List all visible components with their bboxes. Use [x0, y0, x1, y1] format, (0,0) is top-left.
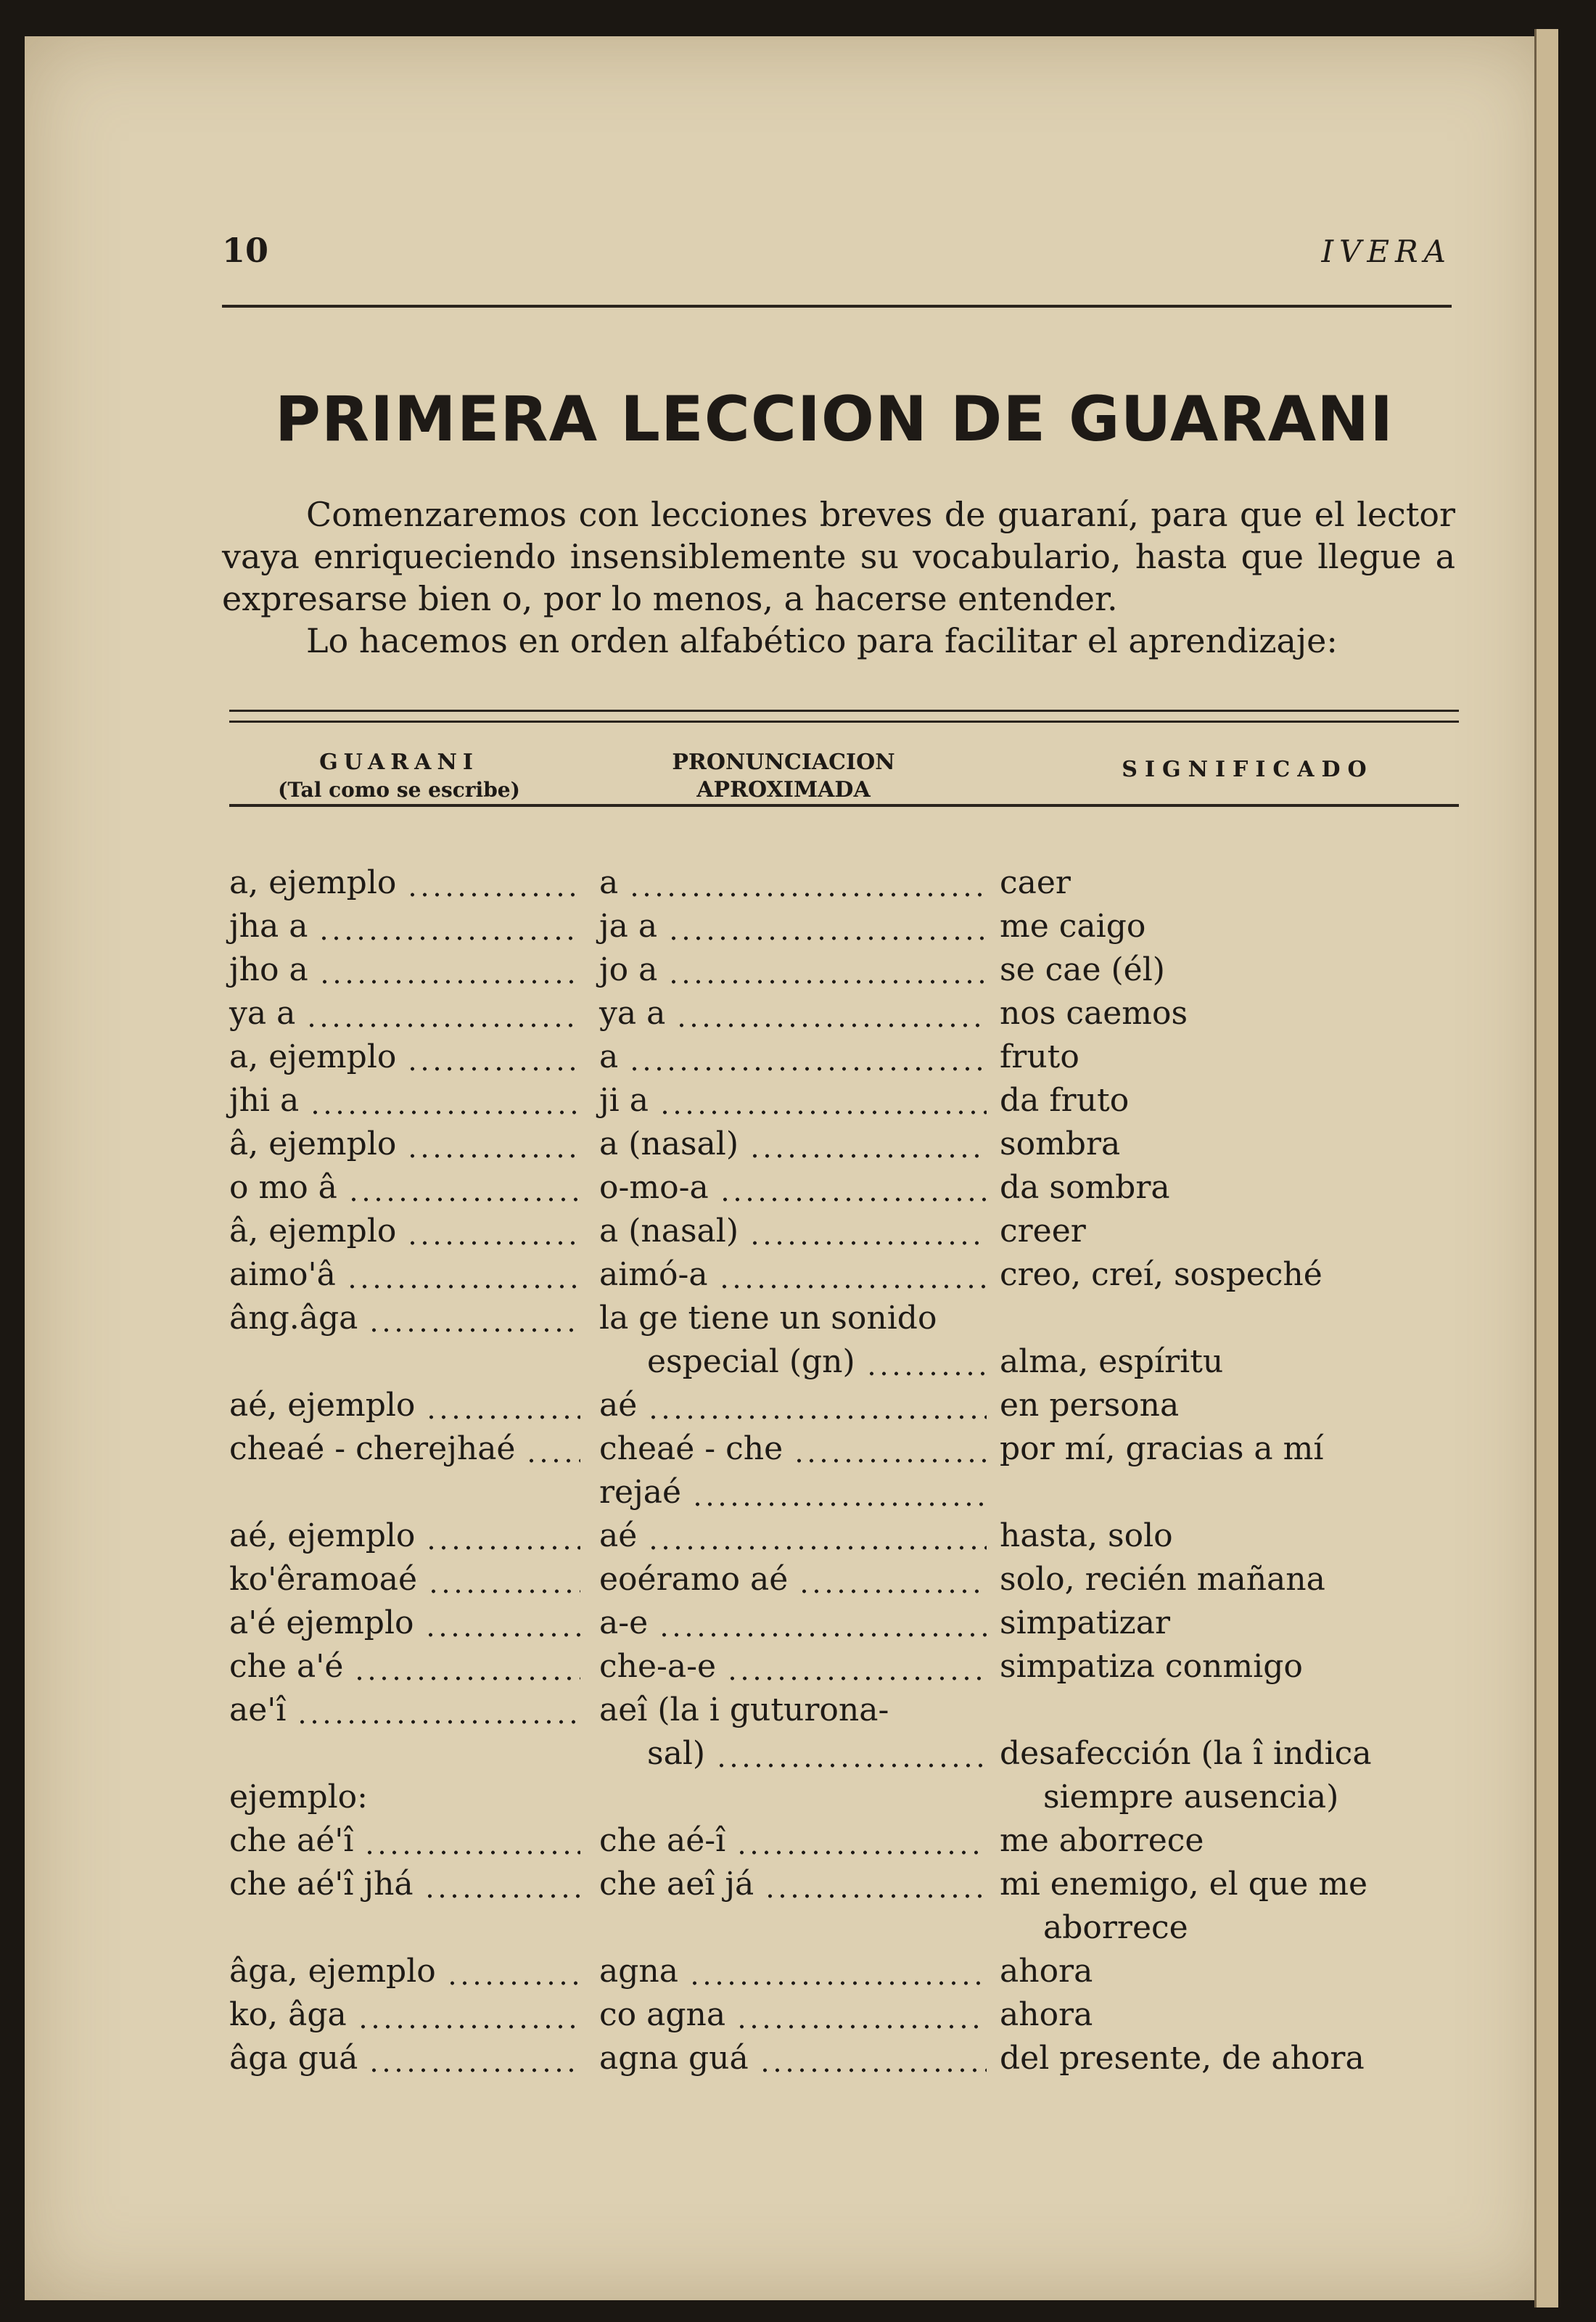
dot-leader [764, 1863, 987, 1905]
guarani-word: jhi a [229, 1082, 300, 1119]
guarani-word: ko'êramoaé [229, 1561, 418, 1598]
dot-leader [667, 949, 987, 991]
dot-leader [749, 1123, 987, 1165]
pronunciation: co agna [599, 1996, 726, 2033]
guarani-word: aimo'â [229, 1256, 336, 1293]
meaning: mi enemigo, el que me [1000, 1866, 1368, 1903]
pronunciation: a [599, 1038, 619, 1075]
table-row [0, 1254, 1596, 1297]
dot-leader [424, 1602, 580, 1644]
meaning: me caigo [1000, 908, 1146, 945]
pronunciation: ja a [599, 908, 658, 945]
table-row [0, 862, 1596, 906]
table-row [0, 1297, 1596, 1341]
meaning: nos caemos [1000, 995, 1188, 1032]
guarani-word: aé, ejemplo [229, 1517, 416, 1554]
dot-leader [424, 1863, 580, 1905]
meaning: se cae (él) [1000, 951, 1165, 988]
dot-leader [425, 1515, 580, 1557]
table-row [0, 1428, 1596, 1472]
meaning: creo, creí, sospeché [1000, 1256, 1323, 1293]
pronunciation: che-a-e [599, 1648, 717, 1685]
dot-leader [658, 1602, 987, 1644]
dot-leader [659, 1080, 987, 1122]
pronunciation: aeî (la i guturona- [599, 1691, 889, 1728]
guarani-word: a, ejemplo [229, 1038, 397, 1075]
pronunciation: che aé-î [599, 1822, 726, 1859]
meaning: solo, recién mañana [1000, 1561, 1325, 1598]
dot-leader [318, 906, 580, 948]
intro-paragraph: Lo hacemos en orden alfabético para facilitar el aprendizaje: [306, 621, 1338, 660]
table-row [0, 1384, 1596, 1428]
dot-leader [406, 862, 580, 904]
dot-leader [749, 1210, 987, 1252]
column-header-guarani-label: GUARANI [319, 750, 479, 775]
pronunciation: o-mo-a [599, 1169, 709, 1206]
guarani-word: o mo â [229, 1169, 337, 1206]
dot-leader [406, 1123, 580, 1165]
guarani-word: che aé'î jhá [229, 1866, 414, 1903]
dot-leader [347, 1167, 580, 1209]
meaning: simpatizar [1000, 1604, 1170, 1641]
meaning: alma, espíritu [1000, 1343, 1224, 1380]
meaning: sombra [1000, 1125, 1121, 1162]
meaning: da sombra [1000, 1169, 1170, 1206]
guarani-word: aé, ejemplo [229, 1387, 416, 1424]
dot-leader [718, 1254, 987, 1296]
table-row [0, 906, 1596, 949]
table-row [0, 1994, 1596, 2038]
meaning: siempre ausencia) [1043, 1779, 1339, 1816]
table-row [0, 1689, 1596, 1733]
dot-leader [309, 1080, 580, 1122]
dot-leader [628, 862, 987, 904]
guarani-word: che aé'î [229, 1822, 354, 1859]
meaning: fruto [1000, 1038, 1079, 1075]
pronunciation: a-e [599, 1604, 649, 1641]
pronunciation: especial (gn) [647, 1343, 855, 1380]
dot-leader [427, 1559, 580, 1601]
dot-leader [647, 1515, 987, 1557]
dot-leader [647, 1384, 987, 1427]
meaning: ahora [1000, 1996, 1093, 2033]
dot-leader [346, 1254, 580, 1296]
dot-leader [446, 1950, 580, 1993]
table-row [0, 1907, 1596, 1950]
table-row [0, 1123, 1596, 1167]
guarani-word: ejemplo: [229, 1779, 368, 1816]
dot-leader [675, 993, 987, 1035]
dot-leader [798, 1559, 987, 1601]
guarani-word: ae'î [229, 1691, 287, 1728]
dot-leader [793, 1428, 987, 1470]
dot-leader [715, 1733, 987, 1775]
meaning: desafección (la î indica [1000, 1735, 1372, 1772]
pronunciation: rejaé [599, 1474, 681, 1511]
dot-leader [726, 1646, 987, 1688]
table-row [0, 1515, 1596, 1559]
guarani-word: cheaé - cherejhaé [229, 1430, 516, 1467]
pronunciation: che aeî já [599, 1866, 754, 1903]
dot-leader [353, 1646, 580, 1688]
guarani-word: â, ejemplo [229, 1213, 397, 1250]
table-row [0, 1559, 1596, 1602]
dot-leader [406, 1210, 580, 1252]
meaning: me aborrece [1000, 1822, 1204, 1859]
meaning: simpatiza conmigo [1000, 1648, 1303, 1685]
page-number: 10 [222, 231, 269, 270]
dot-leader [719, 1167, 987, 1209]
pronunciation: aé [599, 1517, 638, 1554]
table-row [0, 1776, 1596, 1820]
meaning: hasta, solo [1000, 1517, 1173, 1554]
lesson-title: PRIMERA LECCION DE GUARANI [274, 383, 1394, 456]
dot-leader [363, 1820, 580, 1862]
pronunciation: cheaé - che [599, 1430, 783, 1467]
pronunciation: agna [599, 1953, 678, 1990]
dot-leader [667, 906, 987, 948]
dot-leader [357, 1994, 580, 2036]
table-row [0, 1863, 1596, 1907]
guarani-word: che a'é [229, 1648, 344, 1685]
table-row [0, 1472, 1596, 1515]
pronunciation: agna guá [599, 2040, 749, 2077]
table-row [0, 2038, 1596, 2081]
pronunciation: ji a [599, 1082, 649, 1119]
dot-leader [525, 1428, 580, 1470]
pronunciation: jo a [599, 951, 658, 988]
meaning: caer [1000, 864, 1071, 901]
guarani-word: âga, ejemplo [229, 1953, 436, 1990]
pronunciation: sal) [647, 1735, 706, 1772]
guarani-word: âng.âga [229, 1300, 358, 1337]
journal-name: IVERA [1321, 234, 1452, 269]
intro-paragraph: Comenzaremos con lecciones breves de guaraní, para que el lector vaya enriqueciendo insensiblemente su vocabulario, hasta que llegue a expresarse bien o, por lo menos, a hacerse entender. [222, 495, 1455, 618]
column-header-guarani-note: (Tal como se escribe) [278, 778, 520, 802]
guarani-word: a, ejemplo [229, 864, 397, 901]
table-row [0, 1950, 1596, 1994]
table-row [0, 993, 1596, 1036]
pronunciation: a (nasal) [599, 1125, 739, 1162]
table-row [0, 1080, 1596, 1123]
meaning: en persona [1000, 1387, 1180, 1424]
dot-leader [865, 1341, 987, 1383]
dot-leader [368, 2038, 580, 2080]
guarani-word: ya a [229, 995, 296, 1032]
guarani-word: âga guá [229, 2040, 358, 2077]
guarani-word: jho a [229, 951, 308, 988]
table-row [0, 1646, 1596, 1689]
guarani-word: â, ejemplo [229, 1125, 397, 1162]
meaning: por mí, gracias a mí [1000, 1430, 1324, 1467]
meaning: da fruto [1000, 1082, 1130, 1119]
meaning: del presente, de ahora [1000, 2040, 1365, 2077]
meaning: ahora [1000, 1953, 1093, 1990]
dot-leader [368, 1297, 580, 1340]
table-row [0, 1820, 1596, 1863]
pronunciation: a [599, 864, 619, 901]
column-header-meaning-label: SIGNIFICADO [1122, 757, 1374, 782]
pronunciation: la ge tiene un sonido [599, 1300, 937, 1337]
guarani-word: jha a [229, 908, 308, 945]
table-row [0, 1210, 1596, 1254]
dot-leader [759, 2038, 987, 2080]
table-row [0, 1733, 1596, 1776]
dot-leader [691, 1472, 987, 1514]
dot-leader [628, 1036, 987, 1078]
table-row [0, 949, 1596, 993]
dot-leader [736, 1994, 987, 2036]
meaning: aborrece [1043, 1909, 1188, 1946]
dot-leader [688, 1950, 987, 1993]
dot-leader [305, 993, 580, 1035]
dot-leader [425, 1384, 580, 1427]
table-row [0, 1341, 1596, 1384]
dot-leader [318, 949, 580, 991]
table-row [0, 1602, 1596, 1646]
pronunciation: a (nasal) [599, 1213, 739, 1250]
column-header-pronunciation-line1: PRONUNCIACION [672, 750, 895, 775]
dot-leader [406, 1036, 580, 1078]
pronunciation: ya a [599, 995, 666, 1032]
pronunciation: eoéramo aé [599, 1561, 789, 1598]
dot-leader [736, 1820, 987, 1862]
pronunciation: aé [599, 1387, 638, 1424]
column-header-pronunciation-line2: APROXIMADA [696, 777, 871, 803]
table-row [0, 1167, 1596, 1210]
dot-leader [296, 1689, 580, 1731]
guarani-word: ko, âga [229, 1996, 347, 2033]
table-row [0, 1036, 1596, 1080]
meaning: creer [1000, 1213, 1086, 1250]
pronunciation: aimó-a [599, 1256, 708, 1293]
guarani-word: a'é ejemplo [229, 1604, 414, 1641]
